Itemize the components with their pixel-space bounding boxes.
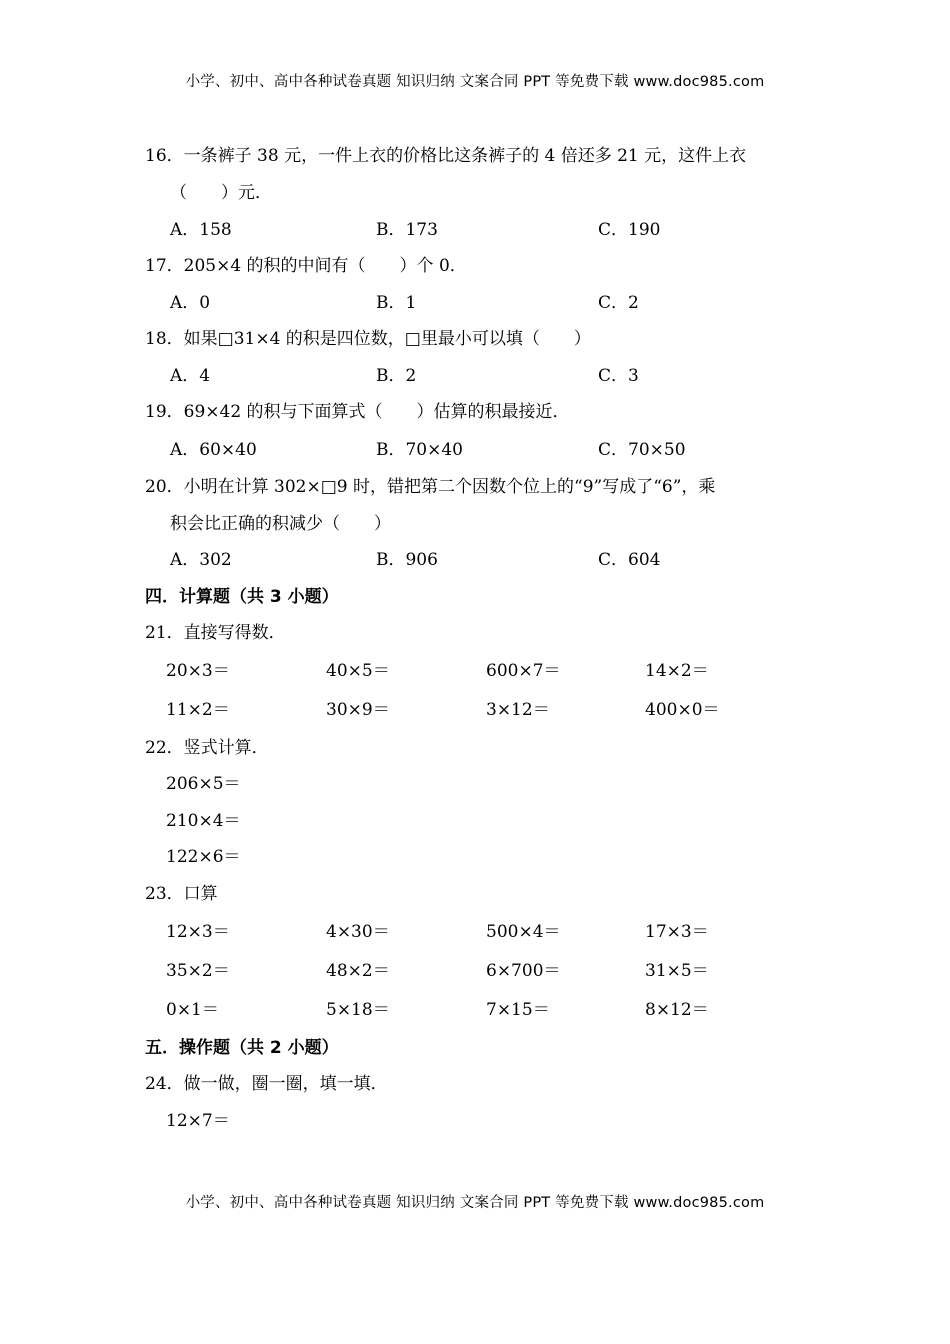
- question-16-option-a: A．158: [170, 220, 232, 240]
- question-18-option-a: A．4: [170, 366, 211, 386]
- question-19-option-c: C．70×50: [598, 440, 686, 460]
- question-21: 21．直接写得数．: [145, 623, 286, 643]
- q23-r2-c3: 6×700＝: [486, 961, 561, 981]
- q21-r1-c4: 14×2＝: [645, 661, 709, 681]
- q21-r1-c1: 20×3＝: [166, 661, 230, 681]
- q21-r1-c2: 40×5＝: [326, 661, 390, 681]
- question-19: 19．69×42 的积与下面算式（ ）估算的积最接近．: [145, 402, 570, 422]
- question-16-option-b: B．173: [376, 220, 438, 240]
- question-19-option-b: B．70×40: [376, 440, 464, 460]
- question-16-line2: （ ）元．: [170, 183, 272, 203]
- question-17-option-a: A．0: [170, 293, 211, 313]
- q23-r2-c1: 35×2＝: [166, 961, 230, 981]
- q23-r3-c4: 8×12＝: [645, 1000, 709, 1020]
- page-header: 小学、初中、高中各种试卷真题 知识归纳 文案合同 PPT 等免费下载 www.doc985.com: [185, 74, 765, 90]
- question-18-option-c: C．3: [598, 366, 639, 386]
- question-20-line1: 20．小明在计算 302×□9 时，错把第二个因数个位上的“9”写成了“6”，乘: [145, 477, 716, 497]
- question-16-line1: 16．一条裤子 38 元，一件上衣的价格比这条裤子的 4 倍还多 21 元，这件上衣: [145, 146, 747, 166]
- question-20-option-a: A．302: [170, 550, 232, 570]
- q22-item-1: 206×5＝: [166, 774, 241, 794]
- question-20-option-b: B．906: [376, 550, 438, 570]
- q23-r3-c1: 0×1＝: [166, 1000, 219, 1020]
- q22-item-2: 210×4＝: [166, 811, 241, 831]
- question-17-option-c: C．2: [598, 293, 639, 313]
- q23-r1-c3: 500×4＝: [486, 922, 561, 942]
- section-4-heading: 四．计算题（共 3 小题）: [145, 587, 339, 607]
- q23-r3-c2: 5×18＝: [326, 1000, 390, 1020]
- page-footer: 小学、初中、高中各种试卷真题 知识归纳 文案合同 PPT 等免费下载 www.doc985.com: [185, 1195, 765, 1211]
- section-5-heading: 五．操作题（共 2 小题）: [145, 1038, 339, 1058]
- q23-r2-c4: 31×5＝: [645, 961, 709, 981]
- q21-r1-c3: 600×7＝: [486, 661, 561, 681]
- question-22: 22．竖式计算．: [145, 738, 269, 758]
- q24-item: 12×7＝: [166, 1111, 230, 1131]
- q22-item-3: 122×6＝: [166, 847, 241, 867]
- question-23: 23．口算: [145, 884, 218, 904]
- q21-r2-c4: 400×0＝: [645, 700, 720, 720]
- question-16-option-c: C．190: [598, 220, 661, 240]
- q21-r2-c1: 11×2＝: [166, 700, 230, 720]
- q21-r2-c3: 3×12＝: [486, 700, 550, 720]
- q23-r1-c4: 17×3＝: [645, 922, 709, 942]
- question-20-option-c: C．604: [598, 550, 661, 570]
- question-19-option-a: A．60×40: [170, 440, 257, 460]
- q23-r1-c1: 12×3＝: [166, 922, 230, 942]
- q23-r2-c2: 48×2＝: [326, 961, 390, 981]
- q21-r2-c2: 30×9＝: [326, 700, 390, 720]
- question-17-option-b: B．1: [376, 293, 417, 313]
- question-17: 17．205×4 的积的中间有（ ）个 0．: [145, 256, 467, 276]
- question-18-option-b: B．2: [376, 366, 417, 386]
- q23-r3-c3: 7×15＝: [486, 1000, 550, 1020]
- question-20-line2: 积会比正确的积减少（ ）: [170, 514, 391, 534]
- question-24: 24．做一做，圈一圈，填一填．: [145, 1074, 388, 1094]
- question-18: 18．如果□31×4 的积是四位数，□里最小可以填（ ）: [145, 329, 591, 349]
- q23-r1-c2: 4×30＝: [326, 922, 390, 942]
